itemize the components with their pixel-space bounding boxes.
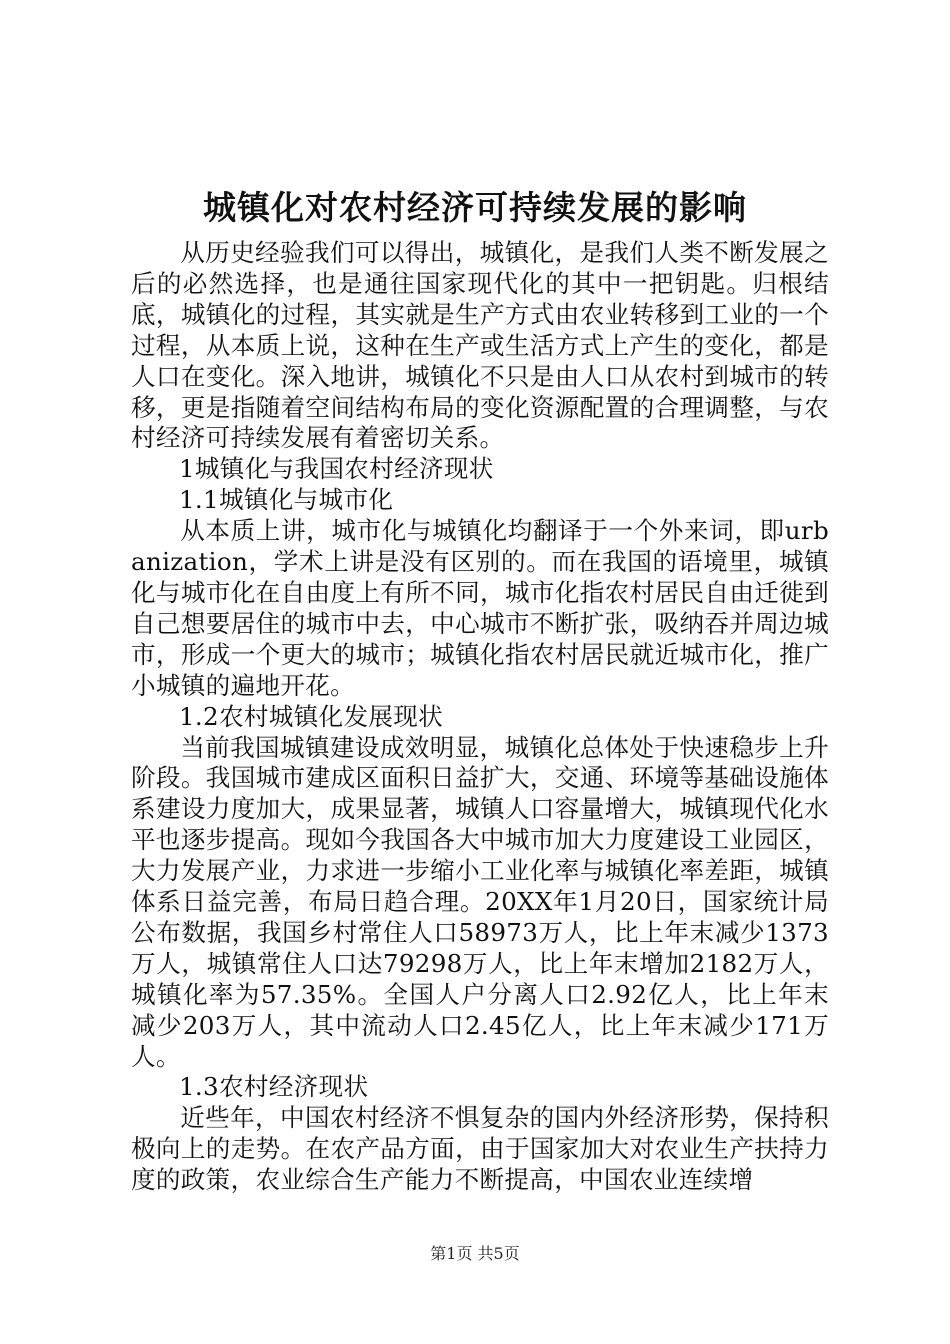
- section-heading-1: 1城镇化与我国农村经济现状: [178, 454, 494, 484]
- section-heading-1-1: 1.1城镇化与城市化: [178, 485, 394, 515]
- paragraph-urbanization: 从本质上讲，城市化与城镇化均翻译于一个外来词，即urbanization，学术上讲是没有区别的。而在我国的语境里，城镇化与城市化在自由度上有所不同，城市化指农村居民自由迁徙到自己想要居住的城市中去，中心城市不断扩张，吸纳吞并周边城市，形成一个更大的城市；城镇化指农村居民就近城市化，推广小城镇的遍地开花。: [131, 516, 829, 700]
- page-footer: 第1页 共5页: [430, 1244, 520, 1263]
- paragraph-development-status: 当前我国城镇建设成效明显，城镇化总体处于快速稳步上升阶段。我国城市建成区面积日益扩大，交通、环境等基础设施体系建设力度加大，成果显著，城镇人口容量增大，城镇现代化水平也逐步提高。现如今我国各大中城市加大力度建设工业园区，大力发展产业，力求进一步缩小工业化率与城镇化率差距，城镇体系日益完善，布局日趋合理。20XX年1月20日，国家统计局公布数据，我国乡村常住人口58973万人，比上年末减少1373万人，城镇常住人口达79298万人，比上年末增加2182万人，城镇化率为57.35%。全国人户分离人口2.92亿人，比上年末减少203万人，其中流动人口2.45亿人，比上年末减少171万人。: [131, 732, 829, 1071]
- document-title: 城镇化对农村经济可持续发展的影响: [203, 188, 747, 227]
- paragraph-intro: 从历史经验我们可以得出，城镇化，是我们人类不断发展之后的必然选择，也是通往国家现代化的其中一把钥匙。归根结底，城镇化的过程，其实就是生产方式由农业转移到工业的一个过程，从本质上说，这种在生产或生活方式上产生的变化，都是人口在变化。深入地讲，城镇化不只是由人口从农村到城市的转移，更是指随着空间结构布局的变化资源配置的合理调整，与农村经济可持续发展有着密切关系。: [131, 238, 829, 453]
- section-heading-1-3: 1.3农村经济现状: [178, 1072, 369, 1102]
- section-heading-1-2: 1.2农村城镇化发展现状: [178, 701, 444, 731]
- paragraph-rural-economy: 近些年，中国农村经济不惧复杂的国内外经济形势，保持积极向上的走势。在农产品方面，由于国家加大对农业生产扶持力度的政策，农业综合生产能力不断提高，中国农业连续增: [131, 1103, 829, 1195]
- document-body: [131, 238, 829, 1196]
